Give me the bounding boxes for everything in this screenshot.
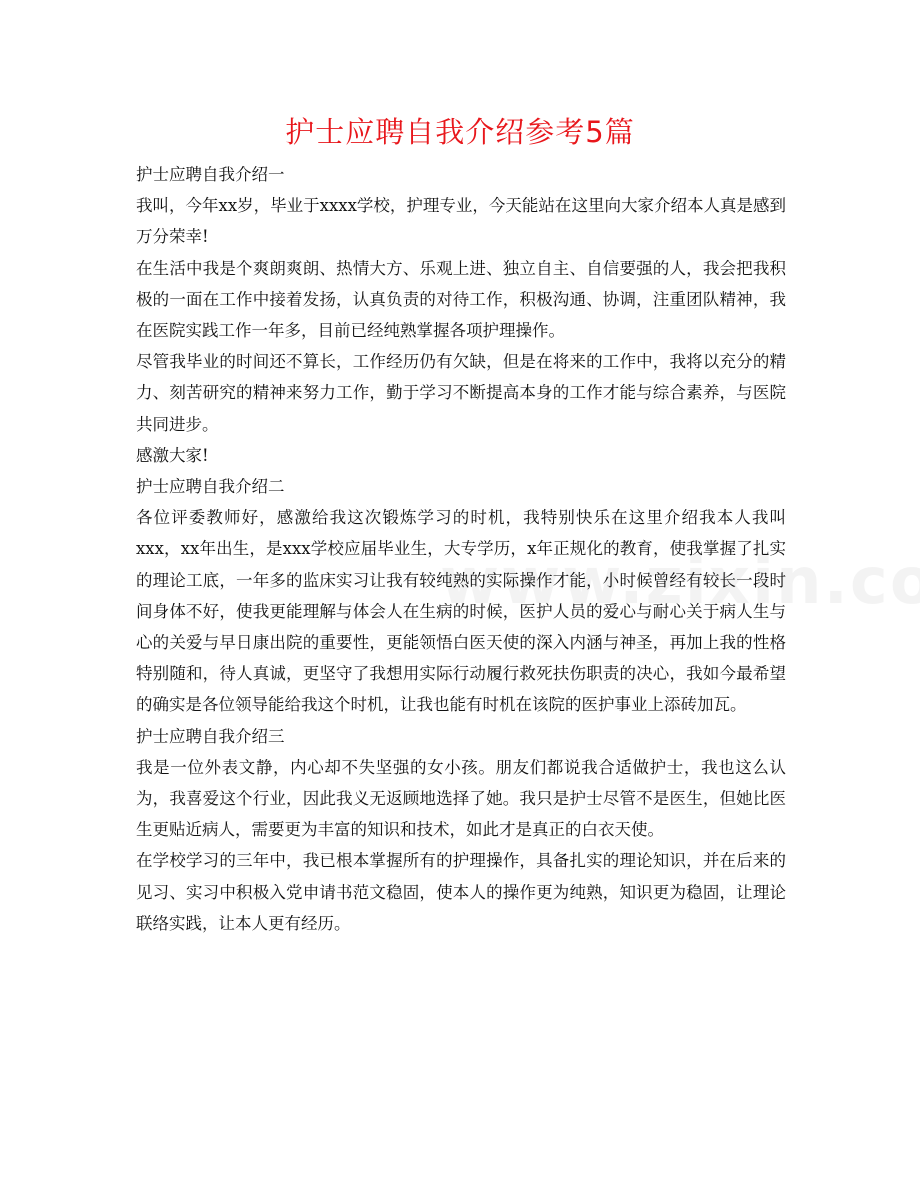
paragraph: 我是一位外表文静，内心却不失坚强的女小孩。朋友们都说我合适做护士，我也这么认为，我喜爱这个行业，因此我义无返顾地选择了她。我只是护士尽管不是医生，但她比医生更贴近病人，需要更为丰富的知识和技术，如此才是真正的白衣天使。 — [136, 757, 786, 840]
paragraph: 各位评委教师好，感激给我这次锻炼学习的时机，我特别快乐在这里介绍我本人我叫xxx，xx年出生，是xxx学校应届毕业生，大专学历，x年正规化的教育，使我掌握了扎实的理论工底，一年多的监床实习让我有较纯熟的实际操作才能，小时候曾经有较长一段时间身体不好，使我更能理解与体会人在生病的时候，医护人员的爱心与耐心关于病人生与心的关爱与早日康出院的重要性，更能领悟白医天使的深入内涵与神圣，再加上我的性格特别随和，待人真诚，更坚守了我想用实际行动履行救死扶伤职责的决心，我如今最希望的确实是各位领导能给我这个时机，让我也能有时机在该院的医护事业上添砖加瓦。 — [136, 508, 786, 715]
section-heading-1: 护士应聘自我介绍一 — [136, 165, 285, 184]
paragraph: 在学校学习的三年中，我已根本掌握所有的护理操作，具备扎实的理论知识，并在后来的见习、实习中积极入党申请书范文稳固，使本人的操作更为纯熟，知识更为稳固，让理论联络实践，让本人更有经历。 — [136, 851, 786, 933]
paragraph: 感激大家! — [136, 445, 209, 465]
paragraph: 我叫，今年xx岁，毕业于xxxx学校，护理专业，今天能站在这里向大家介绍本人真是感到万分荣幸! — [136, 196, 786, 247]
paragraph: 在生活中我是个爽朗爽朗、热情大方、乐观上进、独立自主、自信要强的人，我会把我积极的一面在工作中接着发扬，认真负责的对待工作，积极沟通、协调，注重团队精神，我在医院实践工作一年多，目前已经纯熟掌握各项护理操作。 — [136, 258, 786, 341]
document-body — [136, 159, 786, 939]
section-heading-2: 护士应聘自我介绍二 — [136, 477, 285, 497]
section-heading-3: 护士应聘自我介绍三 — [136, 726, 285, 746]
paragraph: 尽管我毕业的时间还不算长，工作经历仍有欠缺，但是在将来的工作中，我将以充分的精力、刻苦研究的精神来努力工作，勤于学习不断提高本身的工作才能与综合素养，与医院共同进步。 — [136, 352, 786, 434]
document-title: 护士应聘自我介绍参考5篇 — [285, 115, 635, 149]
